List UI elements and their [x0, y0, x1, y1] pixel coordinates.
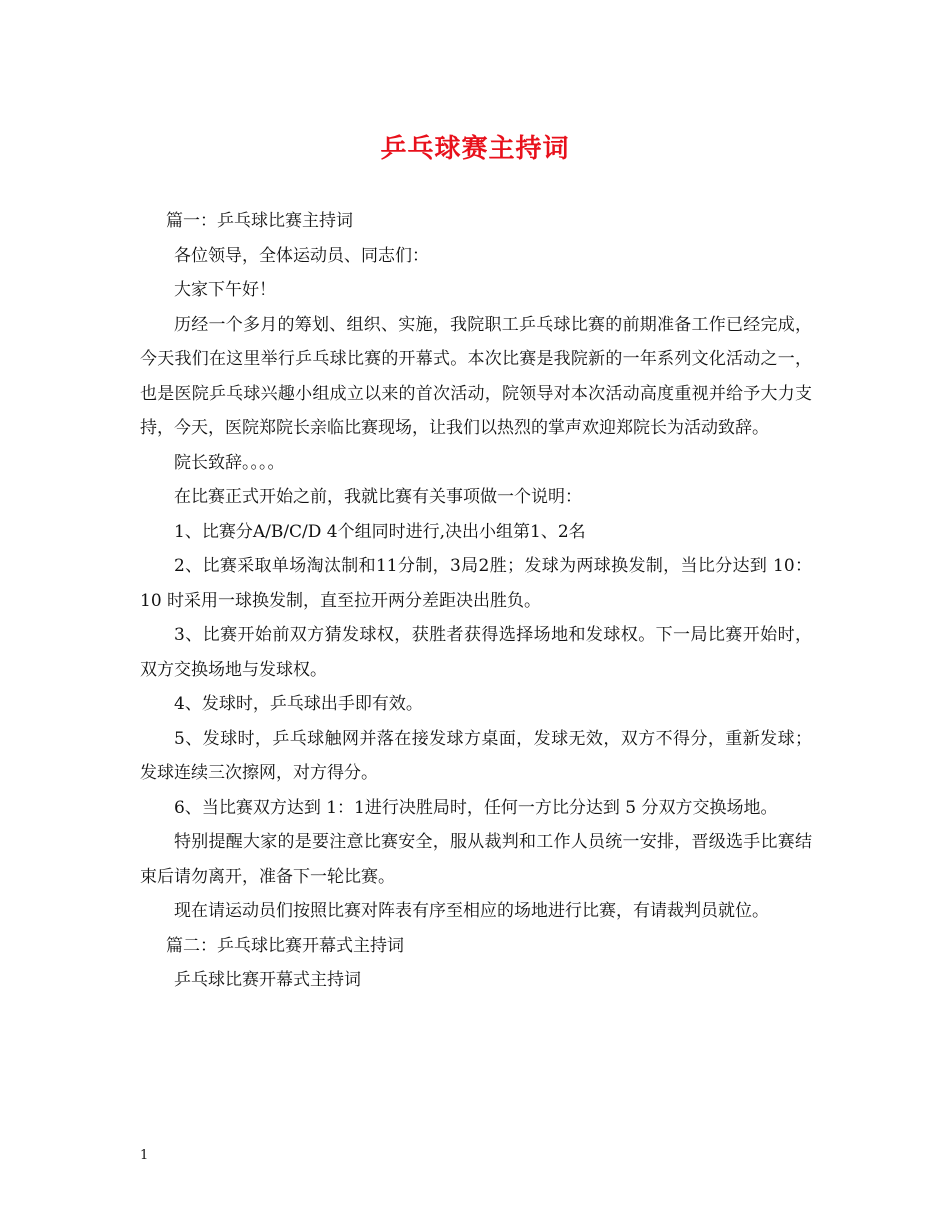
document-title: 乒乓球赛主持词: [380, 134, 570, 164]
subtitle-paragraph: 乒乓球比赛开幕式主持词: [174, 970, 361, 990]
rule-item-5: 5、发球时，乒乓球触网并落在接发球方桌面，发球无效，双方不得分，重新发球；发球连续三次擦网，对方得分。: [140, 728, 812, 783]
intro-paragraph: 历经一个多月的筹划、组织、实施，我院职工乒乓球比赛的前期准备工作已经完成，今天我们在这里举行乒乓球比赛的开幕式。本次比赛是我院新的一年系列文化活动之一，也是医院乒乓球兴趣小组成立以来的首次活动，院领导对本次活动高度重视并给予大力支持，今天，医院郑院长亲临比赛现场，让我们以热烈的掌声欢迎郑院长为活动致辞。: [140, 314, 812, 438]
rule-item-1: 1、比赛分A/B/C/D 4个组同时进行,决出小组第1、2名: [174, 521, 586, 542]
greeting-paragraph: 各位领导，全体运动员、同志们：: [174, 245, 429, 266]
rules-intro-paragraph: 在比赛正式开始之前，我就比赛有关事项做一个说明：: [174, 487, 582, 507]
document-body: [140, 204, 812, 998]
rule-item-2: 2、比赛采取单场淘汰制和11分制，3局2胜；发球为两球换发制，当比分达到 10：10 时采用一球换发制，直至拉开两分差距决出胜负。: [140, 556, 812, 611]
rule-item-4: 4、发球时，乒乓球出手即有效。: [174, 694, 423, 714]
section-heading-one: 篇一：乒乓球比赛主持词: [166, 211, 353, 231]
rule-item-6: 6、当比赛双方达到 1：1进行决胜局时，任何一方比分达到 5 分双方交换场地。: [174, 797, 778, 818]
safety-reminder-paragraph: 特别提醒大家的是要注意比赛安全，服从裁判和工作人员统一安排，晋级选手比赛结束后请勿离开，准备下一轮比赛。: [140, 832, 812, 887]
rule-item-3: 3、比赛开始前双方猜发球权，获胜者获得选择场地和发球权。下一局比赛开始时，双方交换场地与发球权。: [140, 625, 812, 680]
speech-paragraph: 院长致辞。。。。: [174, 452, 285, 473]
section-heading-two: 篇二：乒乓球比赛开幕式主持词: [166, 935, 404, 956]
closing-paragraph: 现在请运动员们按照比赛对阵表有序至相应的场地进行比赛，有请裁判员就位。: [174, 901, 769, 921]
salutation-paragraph: 大家下午好！: [174, 280, 276, 300]
page-number: 1: [140, 1148, 149, 1163]
